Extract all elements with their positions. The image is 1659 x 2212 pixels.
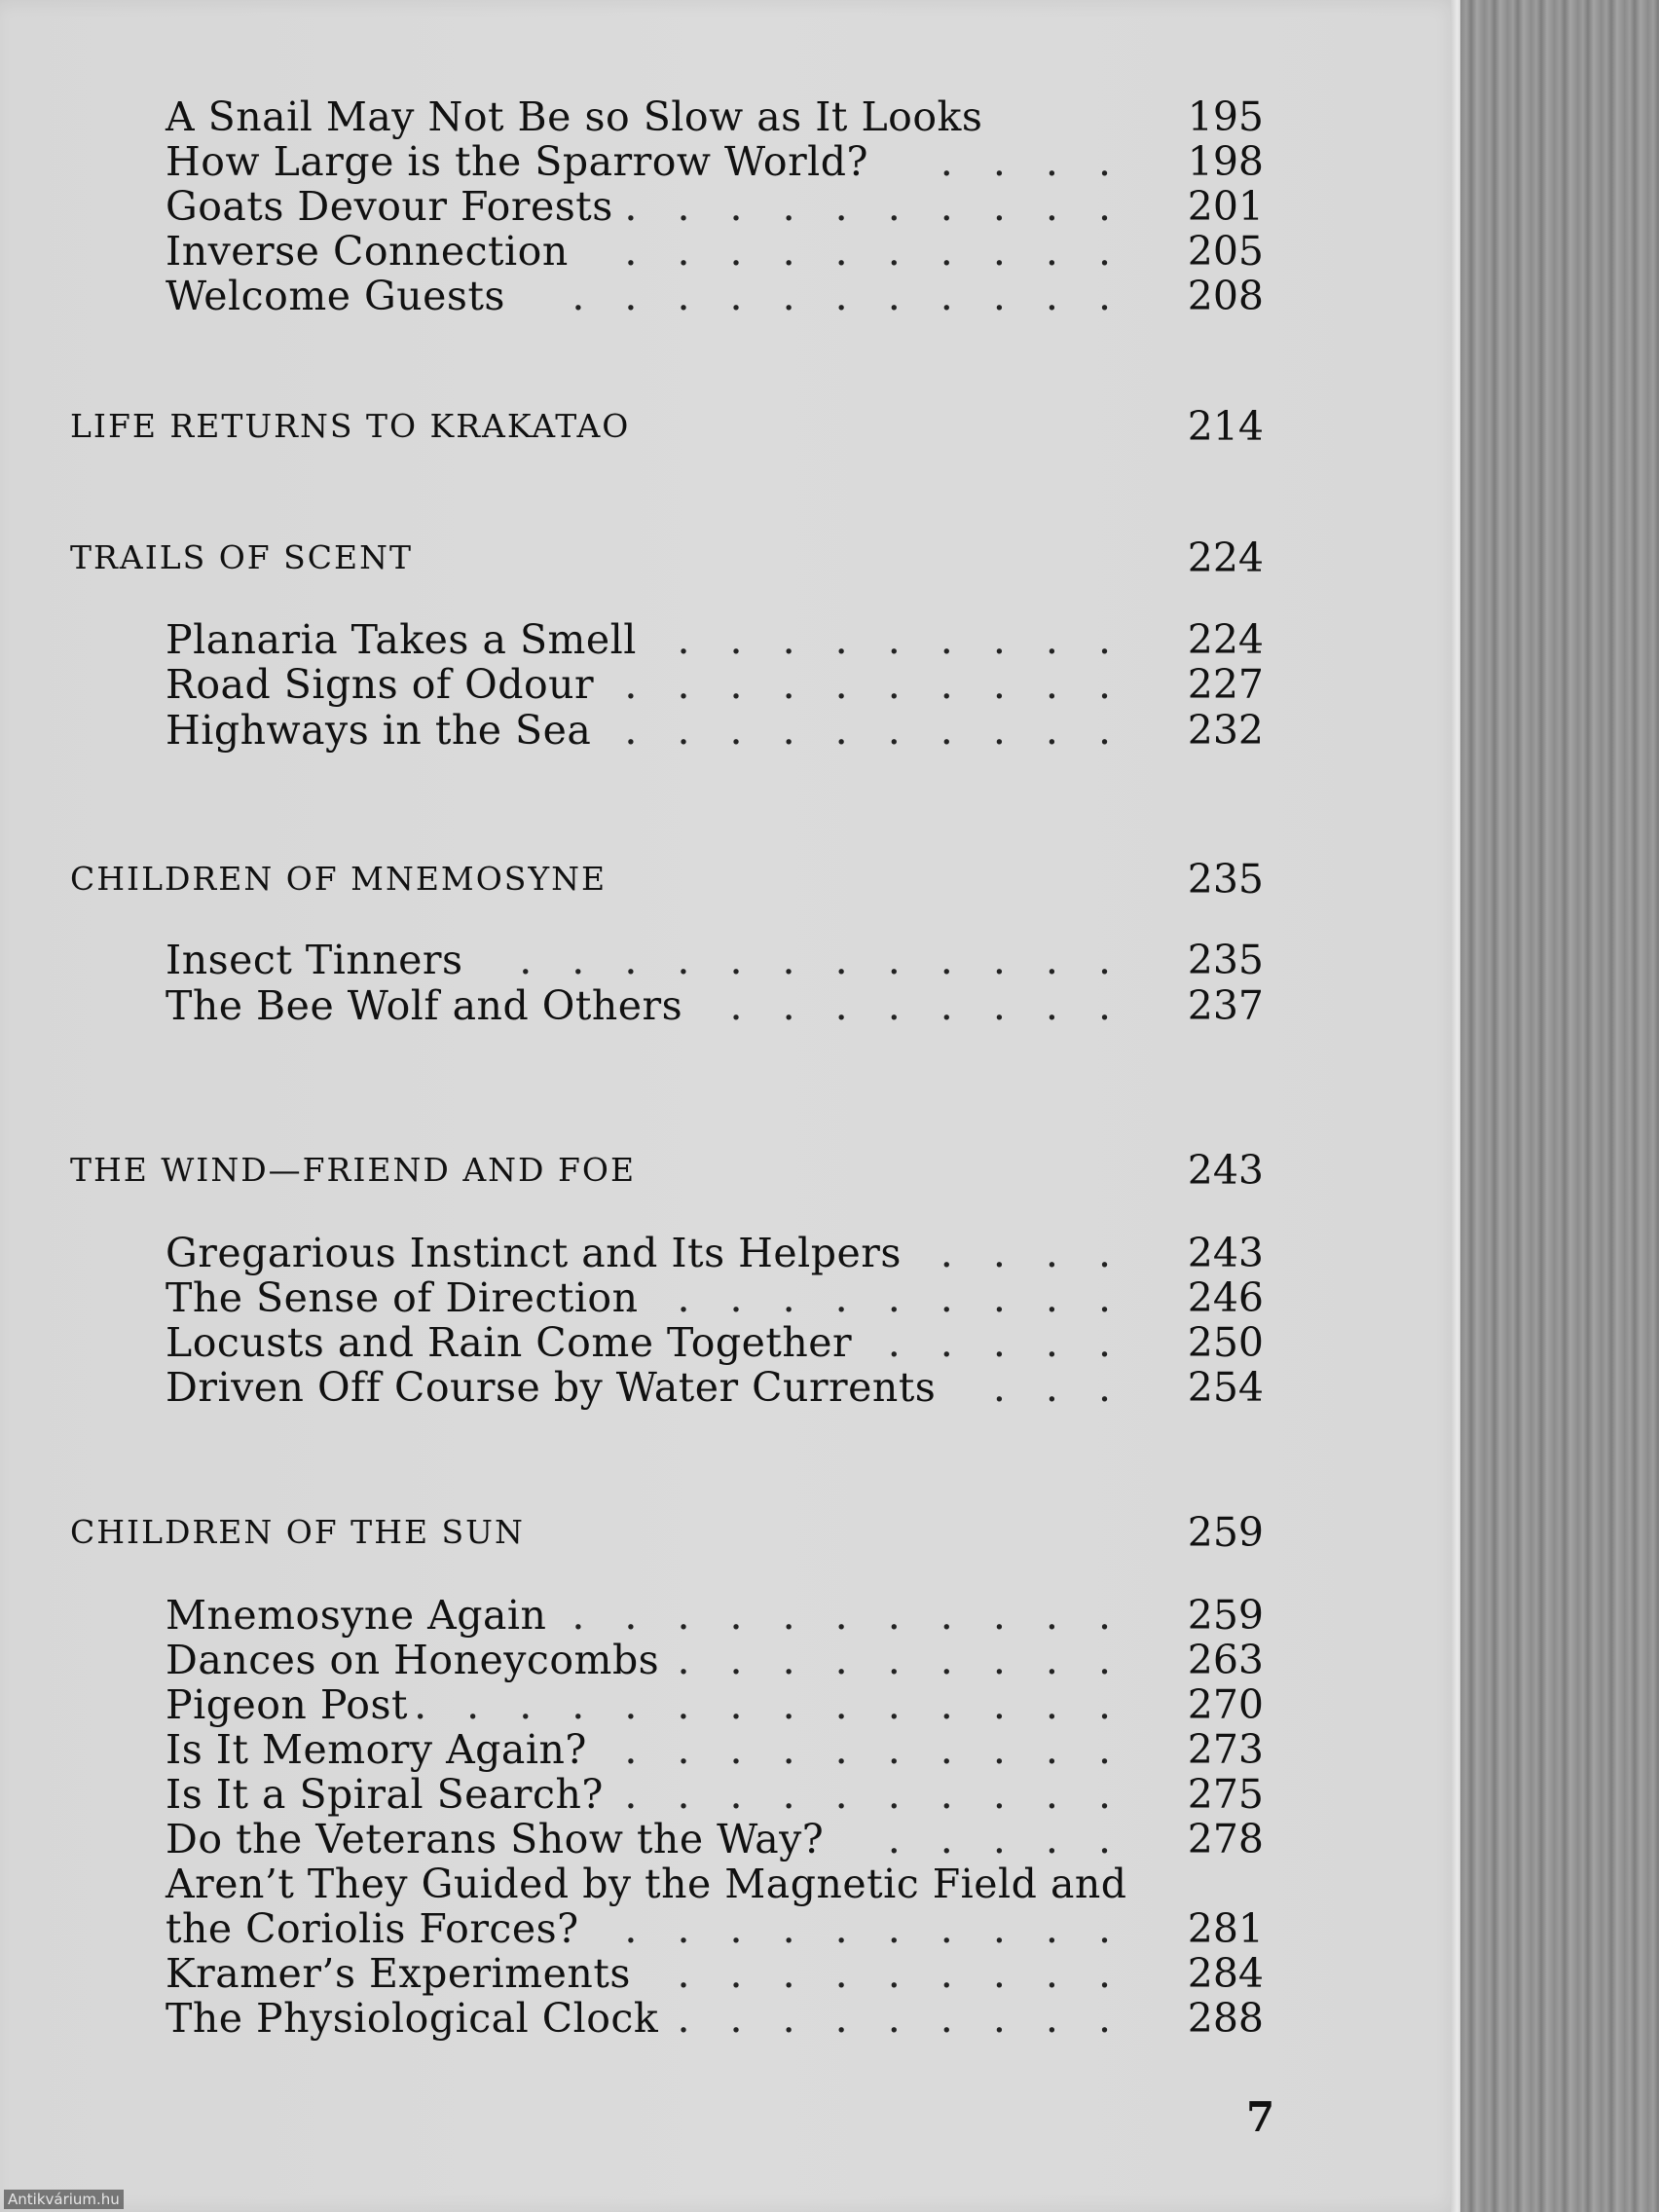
entry-page-number: 214 xyxy=(1187,403,1264,450)
entry-title: Planaria Takes a Smell xyxy=(166,616,637,663)
toc-entry xyxy=(0,1951,1460,1996)
toc-entry xyxy=(0,1275,1460,1320)
dot-leader: . . . . . . . . . xyxy=(677,1950,1124,1997)
section-title: THE WIND—FRIEND AND FOE xyxy=(70,1151,637,1189)
entry-title: Mnemosyne Again xyxy=(166,1592,547,1639)
dot-leader: . . . . . xyxy=(887,1319,1124,1366)
entry-page-number: 278 xyxy=(1187,1816,1264,1862)
toc-entry xyxy=(0,983,1460,1028)
dot-leader: . . . . . . . . . . . . xyxy=(519,937,1124,983)
entry-title: The Sense of Direction xyxy=(166,1274,639,1321)
entry-title: Gregarious Instinct and Its Helpers xyxy=(166,1230,902,1276)
entry-page-number: 227 xyxy=(1187,661,1264,708)
toc-entry xyxy=(0,184,1460,229)
toc-entry xyxy=(0,1996,1460,2041)
dot-leader: . . . . . . . . . . . xyxy=(571,273,1124,319)
section-title: CHILDREN OF MNEMOSYNE xyxy=(70,860,608,898)
entry-page-number: 232 xyxy=(1187,707,1264,754)
entry-page-number: 237 xyxy=(1187,982,1264,1029)
dot-leader: . . . . . . . . . . xyxy=(624,661,1124,708)
entry-title: Aren’t They Guided by the Magnetic Field and xyxy=(166,1861,1127,1907)
entry-title: Do the Veterans Show the Way? xyxy=(166,1816,825,1862)
dot-leader: . . . . xyxy=(940,1230,1124,1276)
entry-page-number: 273 xyxy=(1187,1726,1264,1773)
dot-leader: . . . . . . . . . . xyxy=(624,1726,1124,1773)
table-surface xyxy=(1460,0,1659,2212)
entry-page-number: 235 xyxy=(1187,856,1264,903)
toc-entry xyxy=(0,1682,1460,1727)
entry-page-number: 254 xyxy=(1187,1364,1264,1411)
toc-entry xyxy=(0,662,1460,707)
section-title: CHILDREN OF THE SUN xyxy=(70,1513,525,1551)
entry-page-number: 246 xyxy=(1187,1274,1264,1321)
entry-title: the Coriolis Forces? xyxy=(166,1905,579,1952)
entry-page-number: 284 xyxy=(1187,1950,1264,1997)
dot-leader: . . . . . . . . . . xyxy=(624,1771,1124,1818)
toc-section xyxy=(0,857,1460,902)
entry-page-number: 208 xyxy=(1187,273,1264,319)
dot-leader: . . . . . . . . . . . . . . xyxy=(414,1681,1124,1728)
entry-page-number: 259 xyxy=(1187,1509,1264,1556)
toc-section xyxy=(0,535,1460,580)
entry-page-number: 198 xyxy=(1187,138,1264,185)
dot-leader: . . . xyxy=(992,1364,1124,1411)
entry-page-number: 195 xyxy=(1187,93,1264,140)
toc-entry xyxy=(0,229,1460,274)
watermark-text: Antikvárium.hu xyxy=(4,2190,124,2209)
dot-leader: . . . . . . . . xyxy=(729,982,1124,1029)
entry-title: Highways in the Sea xyxy=(166,707,592,754)
dot-leader: . . . . . . . . . . xyxy=(624,1905,1124,1952)
toc-section xyxy=(0,1510,1460,1555)
section-title: TRAILS OF SCENT xyxy=(70,538,414,576)
toc-entry xyxy=(0,1862,1460,1906)
dot-leader: . . . . . xyxy=(887,1816,1124,1862)
toc-entry xyxy=(0,1906,1460,1951)
dot-leader: . . . . . . . . . . xyxy=(624,1274,1124,1321)
toc-entry xyxy=(0,1231,1460,1275)
entry-page-number: 243 xyxy=(1187,1147,1264,1194)
entry-title: Pigeon Post xyxy=(166,1681,408,1728)
entry-title: Road Signs of Odour xyxy=(166,661,595,708)
page-number: 7 xyxy=(1246,2093,1275,2141)
entry-page-number: 201 xyxy=(1187,183,1264,230)
entry-title: How Large is the Sparrow World? xyxy=(166,138,869,185)
entry-page-number: 224 xyxy=(1187,616,1264,663)
dot-leader: . . . . . . . . . . xyxy=(624,183,1124,230)
toc-section xyxy=(0,404,1460,449)
entry-page-number: 250 xyxy=(1187,1319,1264,1366)
toc-entry xyxy=(0,94,1460,139)
entry-page-number: 288 xyxy=(1187,1995,1264,2042)
dot-leader: . . . . xyxy=(940,138,1124,185)
toc-section xyxy=(0,1148,1460,1193)
toc-entry xyxy=(0,1817,1460,1862)
dot-leader: . . . . . . . . . . xyxy=(624,707,1124,754)
toc-entry xyxy=(0,1772,1460,1817)
toc-entry xyxy=(0,1593,1460,1638)
dot-leader: . . . . . . . . . . . xyxy=(571,1592,1124,1639)
toc-entry xyxy=(0,1365,1460,1410)
toc-entry xyxy=(0,139,1460,184)
entry-title: The Physiological Clock xyxy=(166,1995,659,2042)
entry-title: Driven Off Course by Water Currents xyxy=(166,1364,937,1411)
entry-page-number: 243 xyxy=(1187,1230,1264,1276)
dot-leader: . . . . . . . . . . xyxy=(624,228,1124,275)
entry-title: Is It a Spiral Search? xyxy=(166,1771,604,1818)
section-title: LIFE RETURNS TO KRAKATAO xyxy=(70,407,631,445)
entry-title: Locusts and Rain Come Together xyxy=(166,1319,853,1366)
entry-title: A Snail May Not Be so Slow as It Looks xyxy=(166,93,983,140)
toc-entry xyxy=(0,708,1460,753)
entry-page-number: 205 xyxy=(1187,228,1264,275)
entry-page-number: 275 xyxy=(1187,1771,1264,1818)
entry-title: Kramer’s Experiments xyxy=(166,1950,631,1997)
toc-entry xyxy=(0,1727,1460,1772)
entry-page-number: 263 xyxy=(1187,1637,1264,1683)
toc-entry xyxy=(0,617,1460,662)
entry-title: The Bee Wolf and Others xyxy=(166,982,683,1029)
entry-title: Is It Memory Again? xyxy=(166,1726,587,1773)
entry-title: Inverse Connection xyxy=(166,228,569,275)
entry-page-number: 224 xyxy=(1187,535,1264,581)
entry-title: Dances on Honeycombs xyxy=(166,1637,660,1683)
dot-leader: . . . . . . . . . xyxy=(677,1995,1124,2042)
entry-title: Goats Devour Forests xyxy=(166,183,613,230)
toc-entry xyxy=(0,1638,1460,1682)
entry-page-number: 235 xyxy=(1187,937,1264,983)
dot-leader: . . . . . . . . . xyxy=(677,616,1124,663)
entry-page-number: 281 xyxy=(1187,1905,1264,1952)
entry-page-number: 270 xyxy=(1187,1681,1264,1728)
entry-title: Welcome Guests xyxy=(166,273,505,319)
dot-leader: . . . . . . . . . xyxy=(677,1637,1124,1683)
toc-entry xyxy=(0,938,1460,982)
toc-entry xyxy=(0,274,1460,318)
toc-entry xyxy=(0,1320,1460,1365)
entry-page-number: 259 xyxy=(1187,1592,1264,1639)
entry-title: Insect Tinners xyxy=(166,937,463,983)
